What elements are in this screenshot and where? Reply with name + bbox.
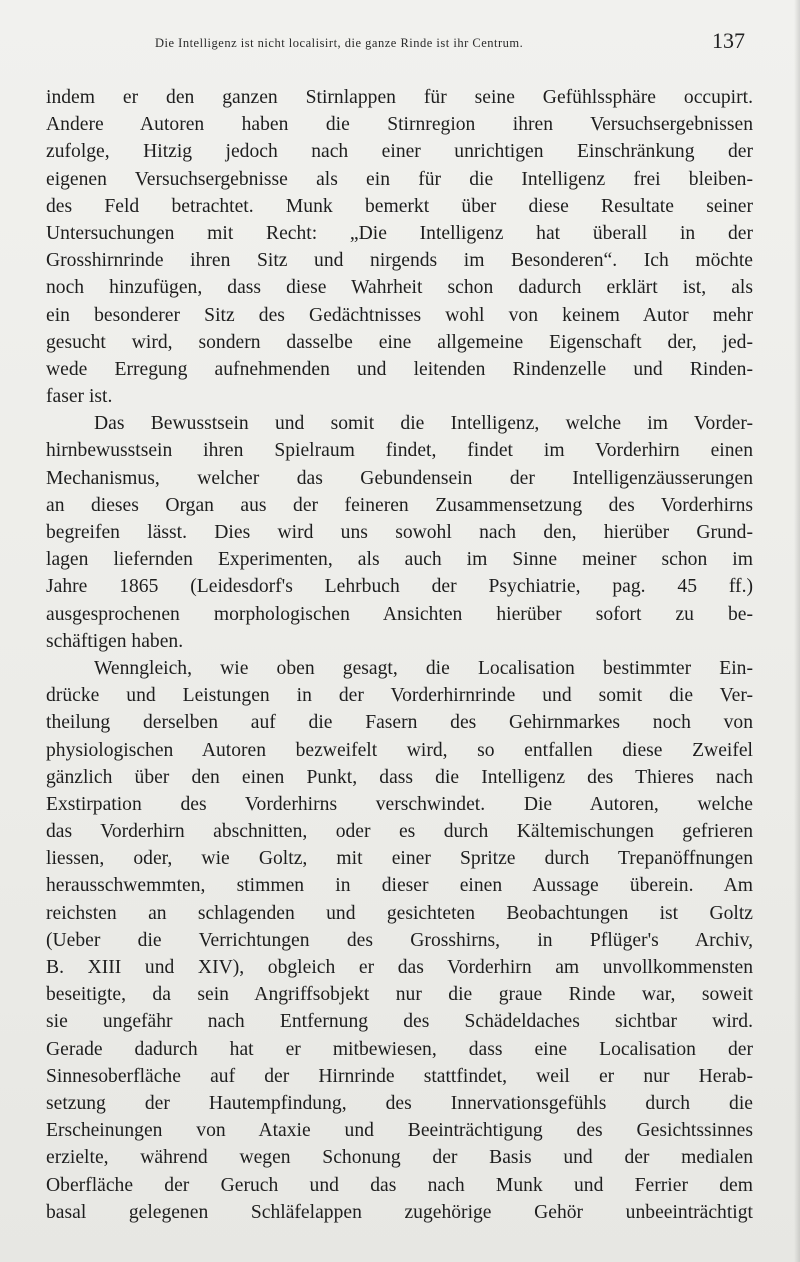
running-head: Die Intelligenz ist nicht localisirt, die ganze Rinde ist ihr Centrum. xyxy=(155,36,524,50)
text-line: indem er den ganzen Stirnlappen für seine Gefühlssphäre occupirt. xyxy=(46,87,753,108)
text-line: Oberfläche der Geruch und das nach Munk und Ferrier dem xyxy=(46,1174,753,1196)
page-number: 137 xyxy=(712,28,745,53)
text-line: sie ungefähr nach Entfernung des Schädeldaches sichtbar wird. xyxy=(46,1011,753,1033)
text-line: Mechanismus, welcher das Gebundensein der Intelligenzäusserungen xyxy=(46,467,753,489)
text-line: eigenen Versuchsergebnisse als ein für die Intelligenz frei bleiben- xyxy=(46,168,753,190)
text-line: lagen liefernden Experimenten, als auch im Sinne meiner schon im xyxy=(46,549,753,571)
text-line: physiologischen Autoren bezweifelt wird, so entfallen diese Zweifel xyxy=(46,739,753,761)
text-line: herausschwemmten, stimmen in dieser einen Aussage überein. Am xyxy=(46,875,753,897)
text-line: Untersuchungen mit Recht: „Die Intelligenz hat überall in der xyxy=(46,222,753,244)
text-line: beseitigte, da sein Angriffsobjekt nur die graue Rinde war, soweit xyxy=(46,984,753,1006)
text-line: B. XIII und XIV), obgleich er das Vorderhirn am unvollkommensten xyxy=(46,957,753,978)
text-line: gesucht wird, sondern dasselbe eine allgemeine Eigenschaft der, jed- xyxy=(46,331,753,353)
text-line: reichsten an schlagenden und gesichteten Beobachtungen ist Goltz xyxy=(46,902,753,924)
text-line: Gerade dadurch hat er mitbewiesen, dass eine Localisation der xyxy=(46,1038,753,1060)
page-edge-shadow xyxy=(794,0,800,1262)
text-line: Erscheinungen von Ataxie und Beeinträchtigung des Gesichtssinnes xyxy=(46,1120,753,1142)
text-line: erzielte, während wegen Schonung der Basis und der medialen xyxy=(46,1147,753,1169)
text-line: Andere Autoren haben die Stirnregion ihren Versuchsergebnissen xyxy=(46,114,753,136)
text-line: Sinnesoberfläche auf der Hirnrinde stattfindet, weil er nur Herab- xyxy=(46,1065,753,1087)
text-line: zufolge, Hitzig jedoch nach einer unrichtigen Einschränkung der xyxy=(46,141,753,163)
text-line: Exstirpation des Vorderhirns verschwindet. Die Autoren, welche xyxy=(46,793,753,815)
text-line: ein besonderer Sitz des Gedächtnisses wohl von keinem Autor mehr xyxy=(46,304,753,326)
text-line: drücke und Leistungen in der Vorderhirnrinde und somit die Ver- xyxy=(46,685,753,707)
text-line: Grosshirnrinde ihren Sitz und nirgends im Besonderen“. Ich möchte xyxy=(46,250,753,272)
text-line: Jahre 1865 (Leidesdorf's Lehrbuch der Psychiatrie, pag. 45 ff.) xyxy=(46,576,753,598)
text-line: Wenngleich, wie oben gesagt, die Localisation bestimmter Ein- xyxy=(94,657,753,679)
text-line: basal gelegenen Schläfelappen zugehörige Gehör unbeeinträchtigt xyxy=(46,1201,753,1223)
text-line: Das Bewusstsein und somit die Intelligenz, welche im Vorder- xyxy=(94,413,753,435)
text-line: wede Erregung aufnehmenden und leitenden Rindenzelle und Rinden- xyxy=(46,358,753,380)
text-line: gänzlich über den einen Punkt, dass die Intelligenz des Thieres nach xyxy=(46,766,753,788)
text-line: das Vorderhirn abschnitten, oder es durch Kältemischungen gefrieren xyxy=(46,821,753,843)
text-line: ausgesprochenen morphologischen Ansichten hierüber sofort zu be- xyxy=(46,603,753,625)
text-line: noch hinzufügen, dass diese Wahrheit schon dadurch erklärt ist, als xyxy=(46,277,753,299)
text-line: schäftigen haben. xyxy=(46,630,184,652)
text-line: hirnbewusstsein ihren Spielraum findet, findet im Vorderhirn einen xyxy=(46,440,753,462)
text-line: begreifen lässt. Dies wird uns sowohl nach den, hierüber Grund- xyxy=(46,522,753,543)
text-line: liessen, oder, wie Goltz, mit einer Spritze durch Trepanöffnungen xyxy=(46,848,753,870)
text-line: des Feld betrachtet. Munk bemerkt über diese Resultate seiner xyxy=(46,195,753,217)
text-line: theilung derselben auf die Fasern des Gehirnmarkes noch von xyxy=(46,712,753,734)
text-line: (Ueber die Verrichtungen des Grosshirns, in Pflüger's Archiv, xyxy=(46,929,753,951)
text-line: faser ist. xyxy=(46,386,113,408)
text-line: setzung der Hautempfindung, des Innervationsgefühls durch die xyxy=(46,1092,753,1114)
text-line: an dieses Organ aus der feineren Zusammensetzung des Vorderhirns xyxy=(46,494,753,516)
body-text xyxy=(46,84,753,1226)
